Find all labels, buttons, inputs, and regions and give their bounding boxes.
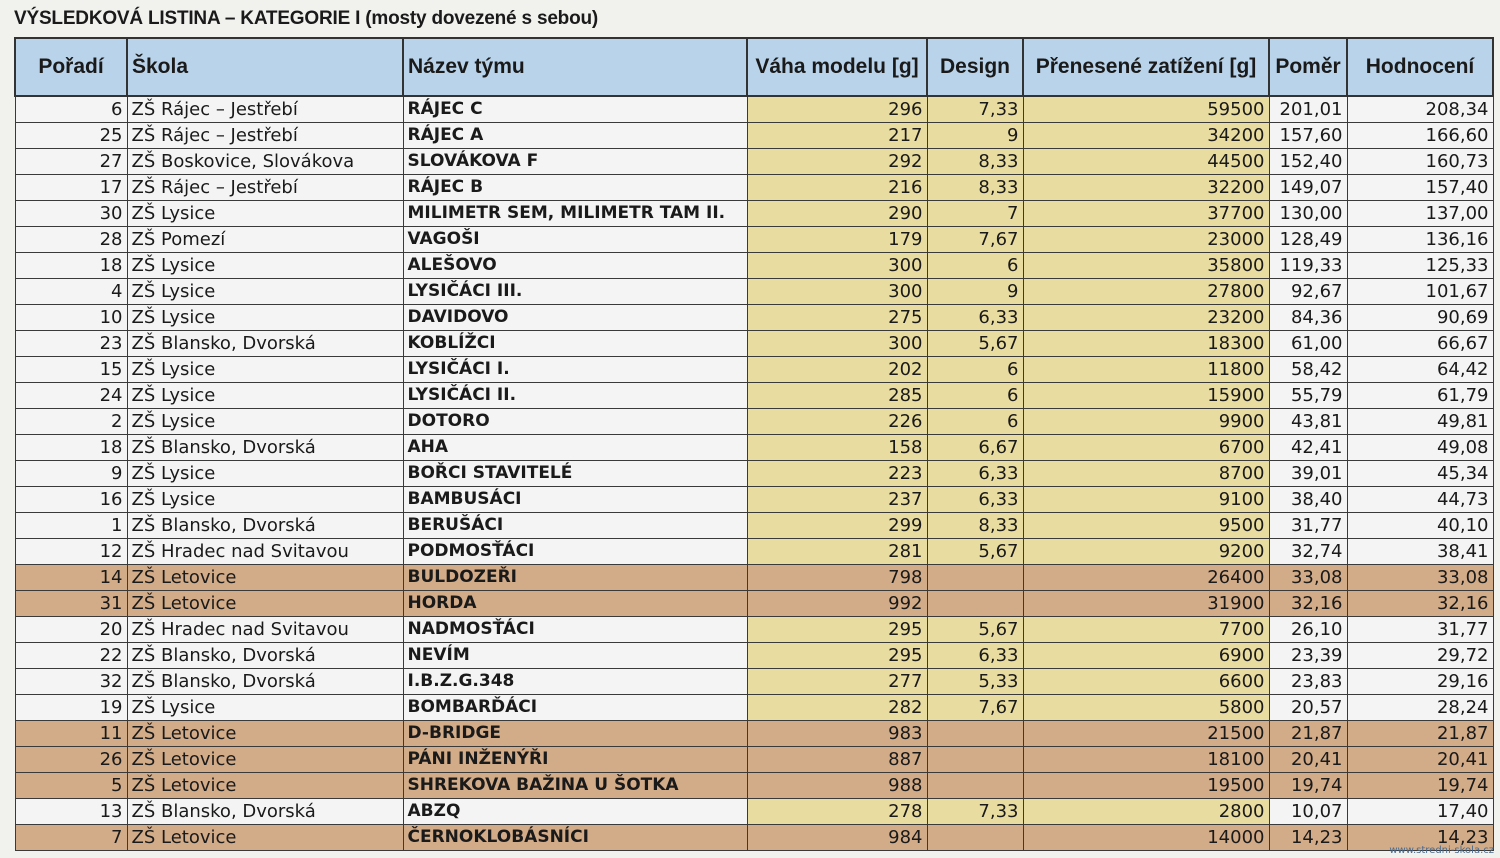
cell-pomer: 43,81 xyxy=(1269,409,1347,435)
cell-hodnoceni: 44,73 xyxy=(1347,487,1493,513)
cell-pomer: 32,16 xyxy=(1269,591,1347,617)
cell-skola: ZŠ Letovice xyxy=(127,721,403,747)
cell-pomer: 201,01 xyxy=(1269,96,1347,123)
table-row xyxy=(15,565,1493,591)
table-row xyxy=(15,721,1493,747)
cell-design: 7,67 xyxy=(927,227,1023,253)
cell-vaha: 226 xyxy=(747,409,927,435)
cell-vaha: 281 xyxy=(747,539,927,565)
table-row xyxy=(15,747,1493,773)
cell-skola: ZŠ Lysice xyxy=(127,383,403,409)
cell-vaha: 158 xyxy=(747,435,927,461)
cell-design: 7,33 xyxy=(927,799,1023,825)
cell-design xyxy=(927,591,1023,617)
cell-nazev: LYSIČÁCI III. xyxy=(403,279,747,305)
cell-design: 6,33 xyxy=(927,643,1023,669)
cell-skola: ZŠ Lysice xyxy=(127,279,403,305)
header-poradi[interactable]: Pořadí xyxy=(15,38,127,96)
cell-poradi: 28 xyxy=(15,227,127,253)
cell-vaha: 179 xyxy=(747,227,927,253)
cell-skola: ZŠ Letovice xyxy=(127,773,403,799)
cell-design: 6 xyxy=(927,357,1023,383)
cell-nazev: PODMOSŤÁCI xyxy=(403,539,747,565)
cell-nazev: ABZQ xyxy=(403,799,747,825)
cell-zatizeni: 59500 xyxy=(1023,96,1269,123)
cell-hodnoceni: 45,34 xyxy=(1347,461,1493,487)
cell-zatizeni: 21500 xyxy=(1023,721,1269,747)
cell-hodnoceni: 14,23 xyxy=(1347,825,1493,851)
cell-zatizeni: 6700 xyxy=(1023,435,1269,461)
cell-nazev: RÁJEC B xyxy=(403,175,747,201)
cell-vaha: 295 xyxy=(747,643,927,669)
table-row xyxy=(15,175,1493,201)
cell-hodnoceni: 90,69 xyxy=(1347,305,1493,331)
cell-pomer: 21,87 xyxy=(1269,721,1347,747)
cell-skola: ZŠ Rájec – Jestřebí xyxy=(127,123,403,149)
cell-vaha: 285 xyxy=(747,383,927,409)
cell-skola: ZŠ Pomezí xyxy=(127,227,403,253)
table-row xyxy=(15,591,1493,617)
cell-skola: ZŠ Lysice xyxy=(127,461,403,487)
table-row xyxy=(15,227,1493,253)
cell-design: 9 xyxy=(927,123,1023,149)
cell-poradi: 14 xyxy=(15,565,127,591)
cell-vaha: 223 xyxy=(747,461,927,487)
cell-zatizeni: 9900 xyxy=(1023,409,1269,435)
cell-pomer: 152,40 xyxy=(1269,149,1347,175)
cell-vaha: 295 xyxy=(747,617,927,643)
cell-pomer: 23,39 xyxy=(1269,643,1347,669)
cell-pomer: 31,77 xyxy=(1269,513,1347,539)
cell-skola: ZŠ Lysice xyxy=(127,409,403,435)
cell-hodnoceni: 157,40 xyxy=(1347,175,1493,201)
cell-hodnoceni: 17,40 xyxy=(1347,799,1493,825)
cell-vaha: 292 xyxy=(747,149,927,175)
cell-nazev: PÁNI INŽENÝŘI xyxy=(403,747,747,773)
cell-nazev: KOBLÍŽCI xyxy=(403,331,747,357)
cell-hodnoceni: 20,41 xyxy=(1347,747,1493,773)
cell-skola: ZŠ Rájec – Jestřebí xyxy=(127,96,403,123)
table-header-row xyxy=(15,38,1493,96)
cell-poradi: 23 xyxy=(15,331,127,357)
table-row xyxy=(15,123,1493,149)
cell-hodnoceni: 28,24 xyxy=(1347,695,1493,721)
cell-zatizeni: 9500 xyxy=(1023,513,1269,539)
page-title: VÝSLEDKOVÁ LISTINA – KATEGORIE I (mosty dovezené s sebou) xyxy=(14,8,599,29)
cell-design: 5,67 xyxy=(927,539,1023,565)
cell-skola: ZŠ Letovice xyxy=(127,591,403,617)
cell-vaha: 299 xyxy=(747,513,927,539)
cell-nazev: RÁJEC C xyxy=(403,96,747,123)
cell-hodnoceni: 19,74 xyxy=(1347,773,1493,799)
cell-vaha: 983 xyxy=(747,721,927,747)
cell-skola: ZŠ Lysice xyxy=(127,357,403,383)
cell-skola: ZŠ Blansko, Dvorská xyxy=(127,799,403,825)
table-row xyxy=(15,331,1493,357)
cell-nazev: VAGOŠI xyxy=(403,227,747,253)
cell-poradi: 9 xyxy=(15,461,127,487)
cell-skola: ZŠ Blansko, Dvorská xyxy=(127,513,403,539)
cell-pomer: 55,79 xyxy=(1269,383,1347,409)
cell-poradi: 12 xyxy=(15,539,127,565)
cell-hodnoceni: 40,10 xyxy=(1347,513,1493,539)
cell-zatizeni: 6600 xyxy=(1023,669,1269,695)
cell-design: 6,67 xyxy=(927,435,1023,461)
cell-vaha: 984 xyxy=(747,825,927,851)
header-hodnoceni[interactable]: Hodnocení xyxy=(1347,38,1493,96)
cell-hodnoceni: 32,16 xyxy=(1347,591,1493,617)
table-row xyxy=(15,253,1493,279)
cell-pomer: 39,01 xyxy=(1269,461,1347,487)
cell-poradi: 6 xyxy=(15,96,127,123)
header-skola[interactable]: Škola xyxy=(127,38,403,96)
cell-zatizeni: 9200 xyxy=(1023,539,1269,565)
cell-poradi: 4 xyxy=(15,279,127,305)
cell-poradi: 16 xyxy=(15,487,127,513)
cell-pomer: 33,08 xyxy=(1269,565,1347,591)
cell-vaha: 217 xyxy=(747,123,927,149)
cell-skola: ZŠ Blansko, Dvorská xyxy=(127,331,403,357)
cell-poradi: 17 xyxy=(15,175,127,201)
cell-poradi: 1 xyxy=(15,513,127,539)
cell-zatizeni: 2800 xyxy=(1023,799,1269,825)
cell-design: 5,33 xyxy=(927,669,1023,695)
cell-poradi: 13 xyxy=(15,799,127,825)
cell-skola: ZŠ Lysice xyxy=(127,305,403,331)
cell-nazev: LYSIČÁCI I. xyxy=(403,357,747,383)
cell-skola: ZŠ Lysice xyxy=(127,487,403,513)
results-table xyxy=(14,37,1494,851)
cell-design: 7,33 xyxy=(927,96,1023,123)
cell-nazev: I.B.Z.G.348 xyxy=(403,669,747,695)
cell-poradi: 26 xyxy=(15,747,127,773)
cell-pomer: 149,07 xyxy=(1269,175,1347,201)
cell-nazev: BERUŠÁCI xyxy=(403,513,747,539)
cell-design: 8,33 xyxy=(927,513,1023,539)
table-row xyxy=(15,201,1493,227)
cell-pomer: 119,33 xyxy=(1269,253,1347,279)
cell-zatizeni: 23200 xyxy=(1023,305,1269,331)
cell-pomer: 61,00 xyxy=(1269,331,1347,357)
cell-poradi: 32 xyxy=(15,669,127,695)
cell-vaha: 275 xyxy=(747,305,927,331)
cell-nazev: BAMBUSÁCI xyxy=(403,487,747,513)
cell-skola: ZŠ Letovice xyxy=(127,565,403,591)
cell-vaha: 300 xyxy=(747,331,927,357)
cell-poradi: 11 xyxy=(15,721,127,747)
cell-hodnoceni: 29,16 xyxy=(1347,669,1493,695)
cell-zatizeni: 15900 xyxy=(1023,383,1269,409)
cell-design: 6,33 xyxy=(927,461,1023,487)
cell-pomer: 157,60 xyxy=(1269,123,1347,149)
cell-vaha: 988 xyxy=(747,773,927,799)
cell-design: 6,33 xyxy=(927,305,1023,331)
cell-nazev: D-BRIDGE xyxy=(403,721,747,747)
cell-skola: ZŠ Letovice xyxy=(127,825,403,851)
cell-pomer: 19,74 xyxy=(1269,773,1347,799)
table-row xyxy=(15,513,1493,539)
cell-skola: ZŠ Rájec – Jestřebí xyxy=(127,175,403,201)
cell-poradi: 5 xyxy=(15,773,127,799)
cell-nazev: SHREKOVA BAŽINA U ŠOTKA xyxy=(403,773,747,799)
cell-design: 9 xyxy=(927,279,1023,305)
cell-hodnoceni: 64,42 xyxy=(1347,357,1493,383)
cell-vaha: 992 xyxy=(747,591,927,617)
cell-zatizeni: 11800 xyxy=(1023,357,1269,383)
cell-poradi: 2 xyxy=(15,409,127,435)
cell-pomer: 42,41 xyxy=(1269,435,1347,461)
cell-nazev: BULDOZEŘI xyxy=(403,565,747,591)
table-row xyxy=(15,825,1493,851)
cell-zatizeni: 34200 xyxy=(1023,123,1269,149)
cell-design: 8,33 xyxy=(927,149,1023,175)
cell-skola: ZŠ Hradec nad Svitavou xyxy=(127,617,403,643)
cell-pomer: 26,10 xyxy=(1269,617,1347,643)
header-zatizeni[interactable]: Přenesené zatížení [g] xyxy=(1023,38,1269,96)
cell-vaha: 282 xyxy=(747,695,927,721)
table-row xyxy=(15,461,1493,487)
cell-vaha: 277 xyxy=(747,669,927,695)
cell-vaha: 278 xyxy=(747,799,927,825)
cell-hodnoceni: 136,16 xyxy=(1347,227,1493,253)
cell-nazev: AHA xyxy=(403,435,747,461)
header-design[interactable]: Design xyxy=(927,38,1023,96)
cell-poradi: 20 xyxy=(15,617,127,643)
cell-poradi: 27 xyxy=(15,149,127,175)
table-row xyxy=(15,539,1493,565)
header-nazev[interactable]: Název týmu xyxy=(403,38,747,96)
cell-vaha: 887 xyxy=(747,747,927,773)
cell-zatizeni: 9100 xyxy=(1023,487,1269,513)
cell-nazev: NEVÍM xyxy=(403,643,747,669)
cell-skola: ZŠ Lysice xyxy=(127,695,403,721)
cell-vaha: 202 xyxy=(747,357,927,383)
cell-poradi: 22 xyxy=(15,643,127,669)
cell-design xyxy=(927,825,1023,851)
cell-zatizeni: 8700 xyxy=(1023,461,1269,487)
cell-pomer: 20,41 xyxy=(1269,747,1347,773)
cell-pomer: 92,67 xyxy=(1269,279,1347,305)
cell-hodnoceni: 137,00 xyxy=(1347,201,1493,227)
cell-skola: ZŠ Lysice xyxy=(127,201,403,227)
cell-hodnoceni: 125,33 xyxy=(1347,253,1493,279)
cell-design: 6 xyxy=(927,383,1023,409)
cell-design xyxy=(927,565,1023,591)
cell-hodnoceni: 49,08 xyxy=(1347,435,1493,461)
cell-hodnoceni: 31,77 xyxy=(1347,617,1493,643)
cell-nazev: DAVIDOVO xyxy=(403,305,747,331)
table-row xyxy=(15,617,1493,643)
cell-nazev: DOTORO xyxy=(403,409,747,435)
table-row xyxy=(15,357,1493,383)
cell-pomer: 130,00 xyxy=(1269,201,1347,227)
table-row xyxy=(15,487,1493,513)
table-row xyxy=(15,149,1493,175)
table-row xyxy=(15,773,1493,799)
header-pomer[interactable]: Poměr xyxy=(1269,38,1347,96)
table-row xyxy=(15,435,1493,461)
cell-hodnoceni: 208,34 xyxy=(1347,96,1493,123)
cell-pomer: 32,74 xyxy=(1269,539,1347,565)
cell-vaha: 296 xyxy=(747,96,927,123)
table-row xyxy=(15,383,1493,409)
cell-pomer: 14,23 xyxy=(1269,825,1347,851)
cell-poradi: 30 xyxy=(15,201,127,227)
header-vaha[interactable]: Váha modelu [g] xyxy=(747,38,927,96)
cell-design xyxy=(927,773,1023,799)
cell-zatizeni: 35800 xyxy=(1023,253,1269,279)
cell-hodnoceni: 160,73 xyxy=(1347,149,1493,175)
cell-poradi: 10 xyxy=(15,305,127,331)
cell-design: 6,33 xyxy=(927,487,1023,513)
table-row xyxy=(15,695,1493,721)
cell-design: 8,33 xyxy=(927,175,1023,201)
cell-poradi: 19 xyxy=(15,695,127,721)
cell-skola: ZŠ Blansko, Dvorská xyxy=(127,435,403,461)
cell-hodnoceni: 61,79 xyxy=(1347,383,1493,409)
cell-zatizeni: 32200 xyxy=(1023,175,1269,201)
cell-vaha: 300 xyxy=(747,279,927,305)
cell-design: 5,67 xyxy=(927,331,1023,357)
cell-skola: ZŠ Boskovice, Slovákova xyxy=(127,149,403,175)
cell-zatizeni: 37700 xyxy=(1023,201,1269,227)
table-row xyxy=(15,96,1493,123)
cell-nazev: HORDA xyxy=(403,591,747,617)
table-row xyxy=(15,799,1493,825)
cell-nazev: LYSIČÁCI II. xyxy=(403,383,747,409)
cell-poradi: 25 xyxy=(15,123,127,149)
cell-zatizeni: 7700 xyxy=(1023,617,1269,643)
table-row xyxy=(15,643,1493,669)
cell-zatizeni: 18100 xyxy=(1023,747,1269,773)
cell-vaha: 237 xyxy=(747,487,927,513)
cell-nazev: SLOVÁKOVA F xyxy=(403,149,747,175)
cell-design xyxy=(927,721,1023,747)
cell-design: 5,67 xyxy=(927,617,1023,643)
table-row xyxy=(15,305,1493,331)
cell-design: 6 xyxy=(927,253,1023,279)
cell-nazev: BOMBARĎÁCI xyxy=(403,695,747,721)
table-row xyxy=(15,669,1493,695)
cell-zatizeni: 6900 xyxy=(1023,643,1269,669)
cell-vaha: 300 xyxy=(747,253,927,279)
cell-poradi: 7 xyxy=(15,825,127,851)
cell-zatizeni: 26400 xyxy=(1023,565,1269,591)
cell-poradi: 31 xyxy=(15,591,127,617)
cell-pomer: 20,57 xyxy=(1269,695,1347,721)
cell-zatizeni: 27800 xyxy=(1023,279,1269,305)
cell-hodnoceni: 101,67 xyxy=(1347,279,1493,305)
cell-skola: ZŠ Lysice xyxy=(127,253,403,279)
watermark: www.stredni-skola.cz xyxy=(1389,845,1494,856)
cell-design: 7 xyxy=(927,201,1023,227)
cell-nazev: MILIMETR SEM, MILIMETR TAM II. xyxy=(403,201,747,227)
cell-pomer: 10,07 xyxy=(1269,799,1347,825)
cell-zatizeni: 5800 xyxy=(1023,695,1269,721)
cell-skola: ZŠ Blansko, Dvorská xyxy=(127,669,403,695)
cell-skola: ZŠ Hradec nad Svitavou xyxy=(127,539,403,565)
cell-vaha: 290 xyxy=(747,201,927,227)
cell-poradi: 18 xyxy=(15,435,127,461)
cell-design: 7,67 xyxy=(927,695,1023,721)
cell-zatizeni: 19500 xyxy=(1023,773,1269,799)
cell-nazev: NADMOSŤÁCI xyxy=(403,617,747,643)
cell-poradi: 15 xyxy=(15,357,127,383)
cell-hodnoceni: 49,81 xyxy=(1347,409,1493,435)
cell-zatizeni: 44500 xyxy=(1023,149,1269,175)
cell-hodnoceni: 33,08 xyxy=(1347,565,1493,591)
cell-pomer: 38,40 xyxy=(1269,487,1347,513)
cell-skola: ZŠ Letovice xyxy=(127,747,403,773)
cell-design: 6 xyxy=(927,409,1023,435)
cell-poradi: 18 xyxy=(15,253,127,279)
cell-zatizeni: 14000 xyxy=(1023,825,1269,851)
cell-vaha: 216 xyxy=(747,175,927,201)
cell-nazev: ČERNOKLOBÁSNÍCI xyxy=(403,825,747,851)
cell-vaha: 798 xyxy=(747,565,927,591)
cell-nazev: ALEŠOVO xyxy=(403,253,747,279)
cell-skola: ZŠ Blansko, Dvorská xyxy=(127,643,403,669)
cell-nazev: BOŘCI STAVITELÉ xyxy=(403,461,747,487)
cell-pomer: 84,36 xyxy=(1269,305,1347,331)
cell-nazev: RÁJEC A xyxy=(403,123,747,149)
cell-poradi: 24 xyxy=(15,383,127,409)
cell-hodnoceni: 166,60 xyxy=(1347,123,1493,149)
cell-pomer: 128,49 xyxy=(1269,227,1347,253)
cell-zatizeni: 31900 xyxy=(1023,591,1269,617)
cell-pomer: 58,42 xyxy=(1269,357,1347,383)
cell-design xyxy=(927,747,1023,773)
cell-zatizeni: 23000 xyxy=(1023,227,1269,253)
table-row xyxy=(15,409,1493,435)
cell-hodnoceni: 38,41 xyxy=(1347,539,1493,565)
table-row xyxy=(15,279,1493,305)
cell-pomer: 23,83 xyxy=(1269,669,1347,695)
table-body xyxy=(15,96,1493,851)
cell-zatizeni: 18300 xyxy=(1023,331,1269,357)
cell-hodnoceni: 21,87 xyxy=(1347,721,1493,747)
cell-hodnoceni: 29,72 xyxy=(1347,643,1493,669)
cell-hodnoceni: 66,67 xyxy=(1347,331,1493,357)
